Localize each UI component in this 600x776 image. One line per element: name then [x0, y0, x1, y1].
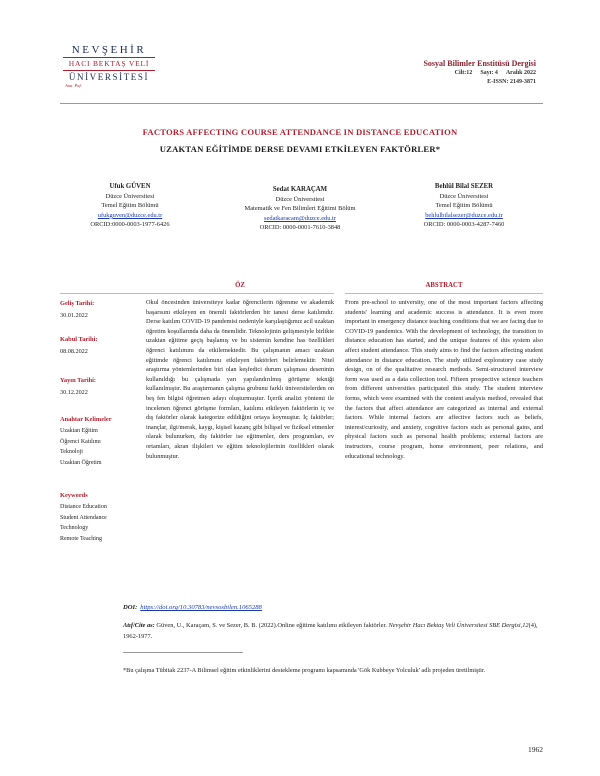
- keywords-tr-label: Anahtar Kelimeler: [60, 416, 112, 423]
- journal-date: Aralık 2022: [505, 70, 536, 76]
- author-email-link[interactable]: ufukguven@duzce.edu.tr: [97, 211, 163, 219]
- accepted-date: [60, 336, 138, 355]
- published-date: [60, 377, 138, 396]
- author-email-link[interactable]: behlulbilalsezer@duzce.edu.tr: [425, 211, 503, 219]
- journal-info: [423, 58, 536, 87]
- received-label: Geliş Tarihi:: [60, 300, 95, 307]
- author-email-link[interactable]: sedatkaracam@duzce.edu.tr: [264, 214, 336, 222]
- section-heading-oz: ÖZ: [235, 282, 245, 289]
- section-rule-right: [345, 293, 543, 294]
- section-rule-left: [60, 293, 334, 294]
- doi-label: DOI:: [123, 604, 138, 611]
- keywords-en-label: Keywords: [60, 492, 88, 499]
- author-university: Düzce Üniversitesi: [275, 195, 325, 203]
- title-english: FACTORS AFFECTING COURSE ATTENDANCE IN DISTANCE EDUCATION: [142, 127, 458, 137]
- author-name: Ufuk GÜVEN: [109, 183, 151, 190]
- keyword-item: Öğrenci Katılımı: [60, 438, 101, 445]
- citation: [123, 621, 543, 642]
- header-rule: [60, 103, 543, 104]
- logo-line-4: Ana. Paf.: [65, 83, 82, 88]
- keywords-tr: [60, 416, 138, 468]
- logo-line-1: NEVŞEHİR: [71, 44, 147, 56]
- received-date: [60, 300, 138, 319]
- author-3: [399, 182, 529, 230]
- published-value: 30.12.2022: [60, 389, 88, 396]
- keyword-item: Remote Teaching: [60, 535, 102, 542]
- section-heading-abstract: ABSTRACT: [425, 282, 463, 289]
- author-department: Temel Eğitim Bölümü: [101, 202, 159, 210]
- accepted-value: 08.08.2022: [60, 348, 88, 355]
- abstract-turkish: Okul öncesinden üniversiteye kadar öğrencilerin öğrenme ve akademik başarısını etkileyen en önemli faktörlerden bir tanesi derse katılımdır. Derse katılım COVID-19 pandemisi nedeniyle karşılaştığımız acil uzaktan öğretim koşullarında daha da önemlidir. Teknolojinin gelişmesiyle birlikte uzaktan eğitime geçiş başlamış ve bu sistemin kendine has özellikleri öğrenci katılımını da etkilemektedir. Bu çalışmanın amacı uzaktan eğitimde öğrenci katılımını etkileyen faktörleri belirlemektir. Nitel araştırma yöntemlerinden biri olan keşfedici durum çalışması deseninin kullanıldığı bu çalışmada yarı yapılandırılmış görüşme tekniği kullanılmıştır. Bu araştırmanın çalışma grubunu farklı üniversitelerden on beş fen bilgisi öğretmen adayı oluşturmuştur. İçerik analizi yöntemi ile incelenen öğrenci görüşme formları, katılımı etkileyen faktörlerin iç ve dış faktörler olarak kategorize edildiğini ortaya koymuştur. İç faktörler; inançlar, ilgi/merak, kaygı, kişisel kazanç gibi bilişsel ve fiziksel etmenler olarak bulunurken, dış faktörler ise eğitmenler, ders programları, ev ortamları, akran ilişkileri ve eğitim teknolojilerinin özellikleri olarak bulunmuştur.: [146, 299, 334, 460]
- author-university: Düzce Üniversitesi: [105, 192, 155, 200]
- journal-eissn: E-ISSN: 2149-3871: [487, 79, 536, 85]
- keyword-item: Uzaktan Eğitim: [60, 428, 98, 434]
- logo-line-3: ÜNİVERSİTESİ: [68, 72, 150, 82]
- author-department: Temel Eğitim Bölümü: [435, 202, 493, 210]
- author-1: [70, 182, 190, 230]
- doi-link[interactable]: https://doi.org/10.30783/nevsosbilen.1065288: [140, 604, 262, 611]
- logo-divider: [63, 57, 155, 58]
- journal-volume: Cilt:12: [454, 70, 473, 76]
- published-label: Yayın Tarihi:: [60, 377, 97, 384]
- received-value: 30.01.2022: [60, 312, 88, 319]
- keyword-item: Uzaktan Öğretim: [60, 459, 102, 466]
- author-name: Behlül Bilal SEZER: [434, 183, 494, 190]
- title-turkish: UZAKTAN EĞİTİMDE DERSE DEVAMI ETKİLEYEN FAKTÖRLER*: [159, 144, 441, 154]
- journal-volume-line: [423, 69, 536, 78]
- keywords-en: [60, 492, 138, 544]
- accepted-label: Kabul Tarihi:: [60, 336, 98, 343]
- footnote-rule: [123, 652, 243, 653]
- page-number: 1962: [528, 745, 543, 754]
- doi-line: [123, 604, 262, 611]
- keyword-item: Technology: [60, 525, 89, 531]
- journal-name: Sosyal Bilimler Enstitüsü Dergisi: [423, 59, 536, 68]
- cite-journal: Nevşehir Hacı Bektaş Veli Üniversitesi SBE Dergisi,12: [388, 622, 529, 629]
- logo-divider: [63, 70, 155, 71]
- author-orcid: ORCID: 0000-0003-4287-7460: [423, 221, 505, 229]
- author-orcid: ORCID: 0000-0001-7610-3848: [259, 224, 341, 232]
- cite-tail: (4), 1962-1977.: [123, 622, 538, 640]
- author-orcid: ORCID:0000-0003-1977-6426: [90, 221, 170, 229]
- cite-label: Atıf/Cite as:: [123, 622, 155, 629]
- author-department: Matematik ve Fen Bilimleri Eğitimi Bölüm: [244, 205, 356, 213]
- abstract-english: From pre-school to university, one of the most important factors affecting students' learning and academic success is attendance. It is even more important in emergency distance teaching conditions that we are facing due to COVID-19 pandemics. With the development of technology, the transition to distance education has started, and the unique features of this system also affect student attendance. This study aims to find the factors affecting student attendance in distance education. The study utilized exploratory case study design, on of the qualitative research methods. Semi-structured interview form was used as a data collection tool. Fifteen prospective science teachers from different universities participated this study. The student interview forms, which were examined with the content analysis method, revealed that the factors that affect attendance are categorized as internal and external factors. While internal factors are affective factors such as beliefs, interest/curiosity, and anxiety, cognitive factors such as personal gains, and physical factors such as personal health problems; external factors are instructors, course program, home environment, peer relations, and educational technology.: [345, 299, 543, 460]
- journal-issue: Sayı: 4: [480, 70, 498, 76]
- logo-line-2: HACI BEKTAŞ VELİ: [68, 59, 150, 68]
- author-2: [232, 185, 368, 233]
- author-name: Sedat KARAÇAM: [272, 186, 328, 193]
- keyword-item: Student Attendance: [60, 514, 107, 521]
- cite-text: Güven, U., Karaçam, S. ve Sezer, B. B. (2022).Online eğitime katılımı etkileyen faktörler.: [156, 622, 387, 629]
- keyword-item: Distance Education: [60, 504, 107, 510]
- keyword-item: Teknoloji: [60, 449, 83, 455]
- university-logo: [63, 44, 155, 89]
- author-university: Düzce Üniversitesi: [439, 192, 489, 200]
- footnote: *Bu çalışma Tübitak 2237-A Bilimsel eğitim etkinliklerini destekleme programı kapsamında 'Gök Kubbeye Yolculuk' adlı projeden üretilmiştir.: [123, 667, 486, 674]
